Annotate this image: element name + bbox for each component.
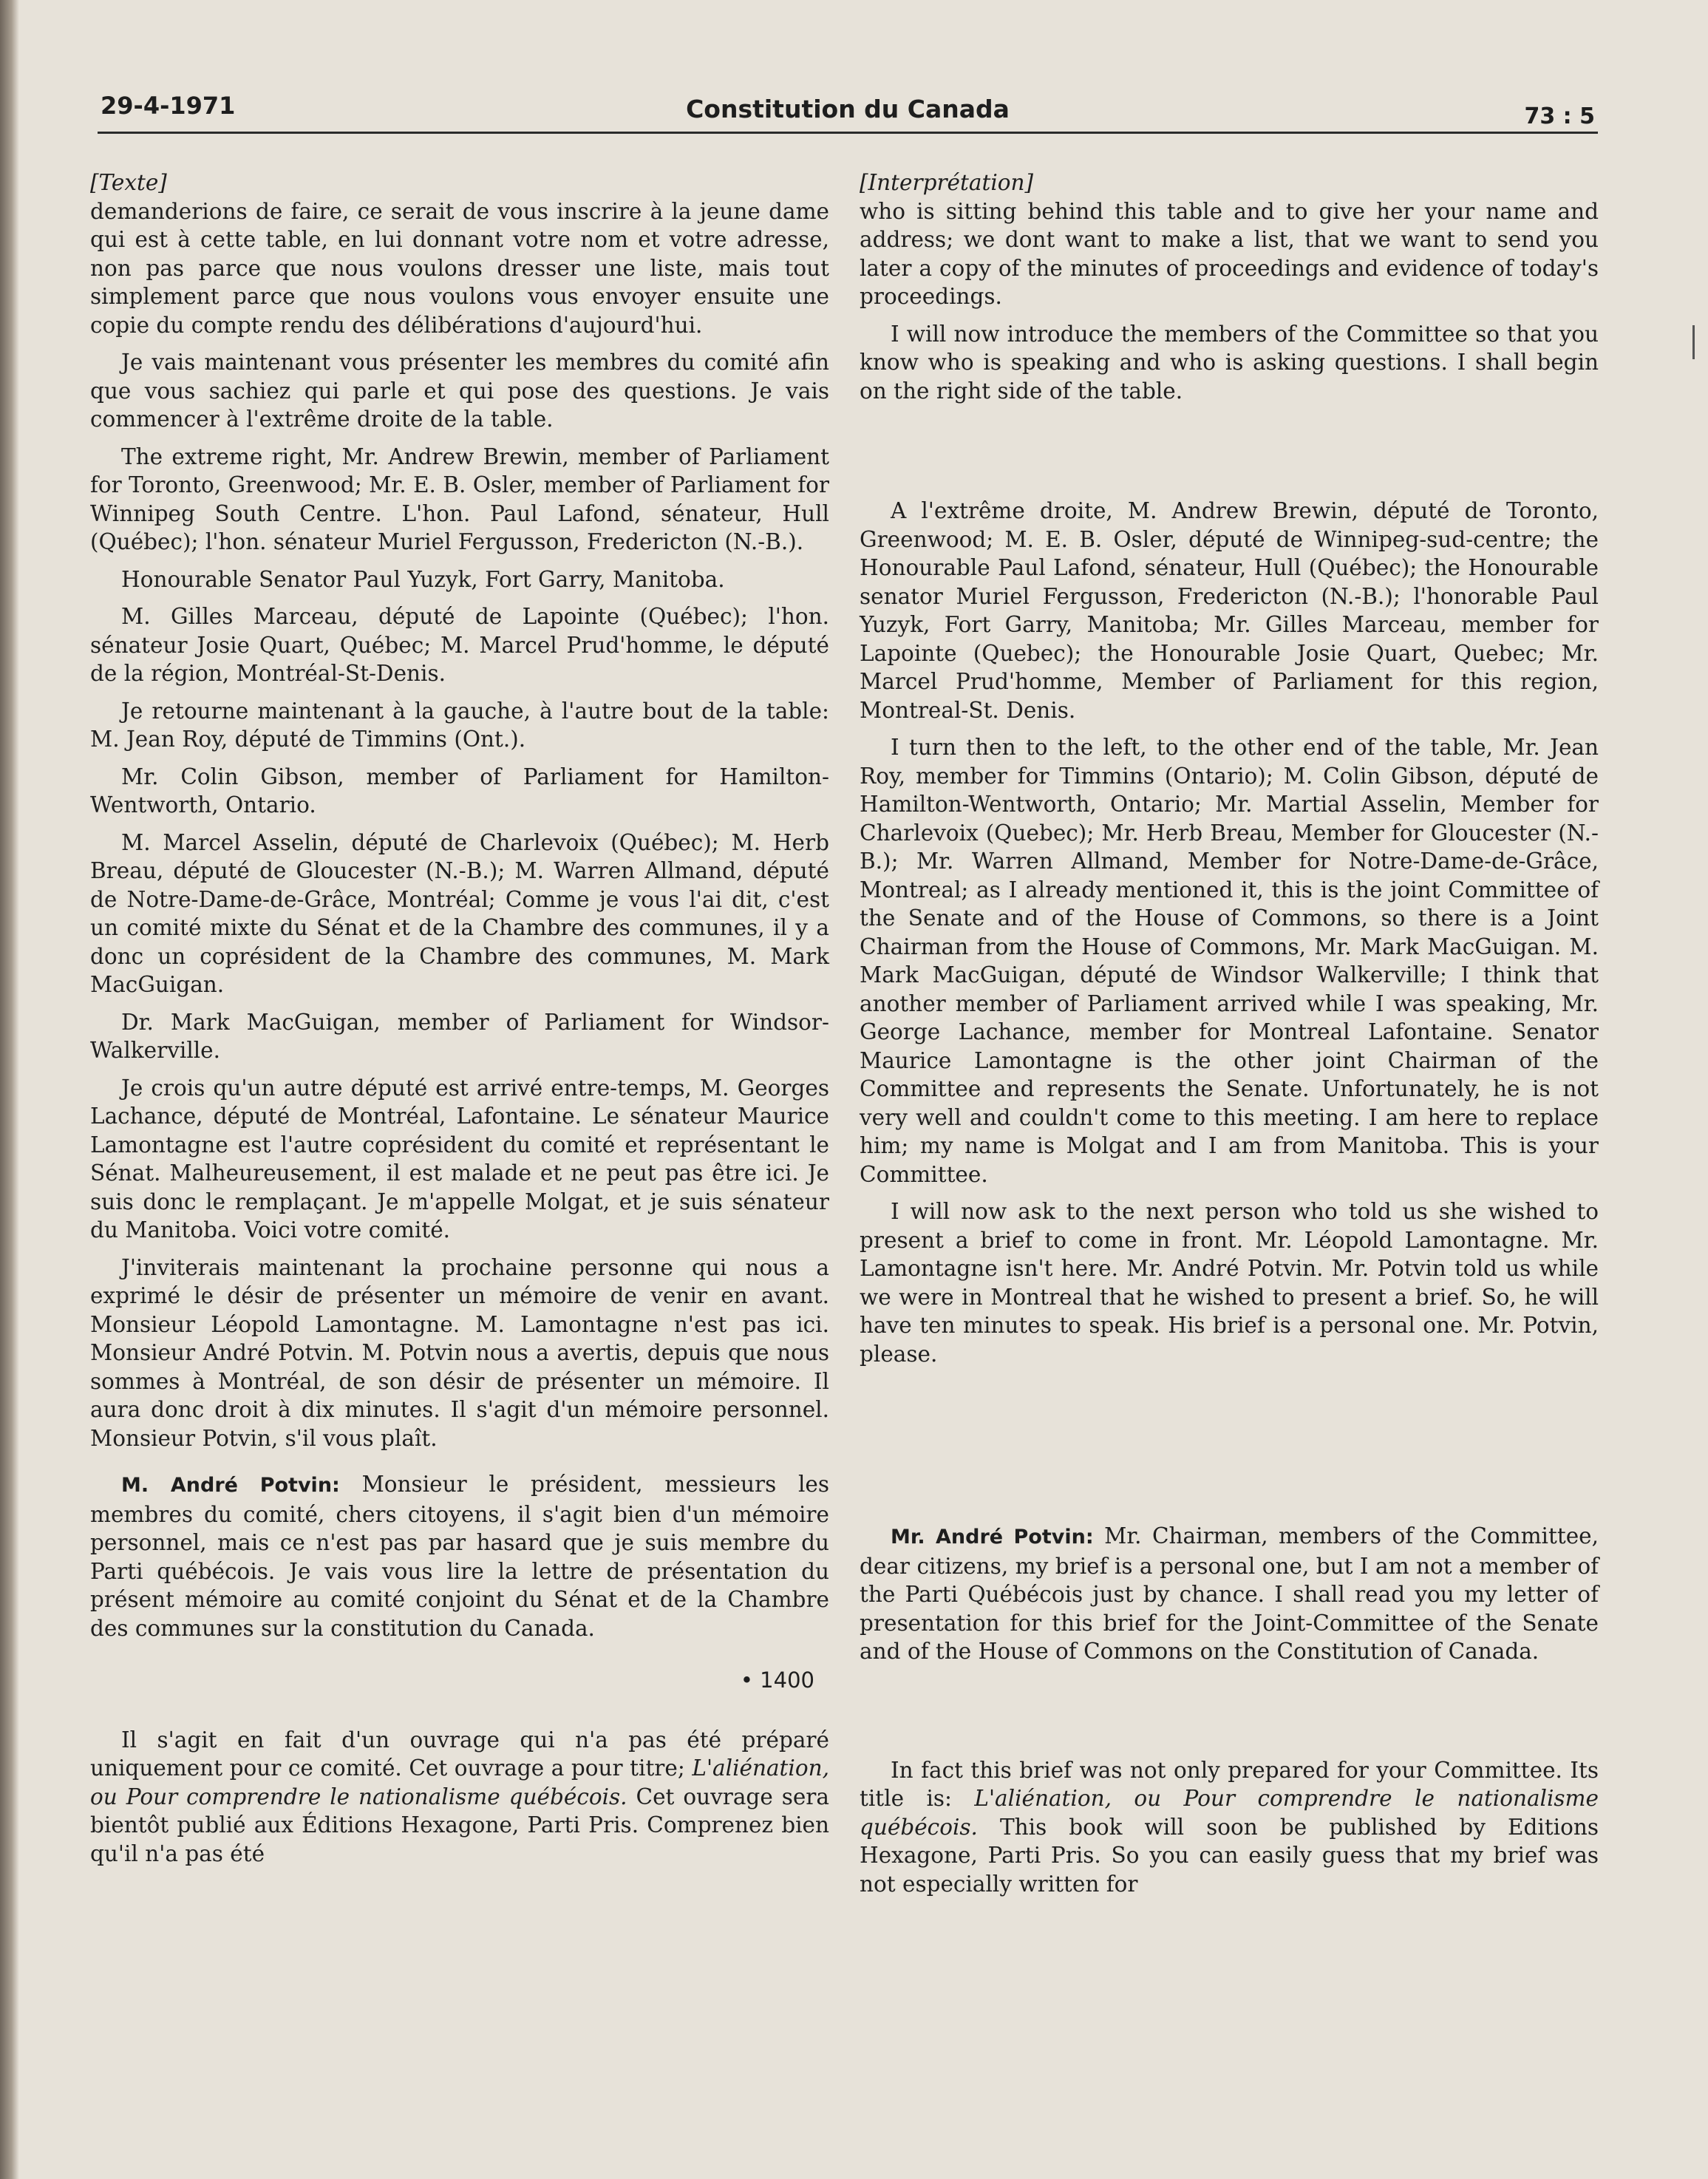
left-speaker-name: M. André Potvin: xyxy=(121,1474,340,1497)
left-paragraph: M. Gilles Marceau, député de Lapointe (Québec); l'hon. sénateur Josie Quart, Québec; M. Marcel Prud'homme, le député de la région, Montréal-St-Denis. xyxy=(90,604,829,686)
right-paragraph xyxy=(860,1756,1599,1899)
left-paragraph: M. Marcel Asselin, député de Charlevoix (Québec); M. Herb Breau, député de Gloucester (N.-B.); M. Warren Allmand, député de Notre-Dame-de-Grâce, Montréal; Comme je vous l'ai dit, c'est un comité mixte du Sénat et de la Chambre des communes, il y a donc un coprésident de la Chambre des communes, M. Mark MacGuigan. xyxy=(90,829,829,997)
left-text-run: Il s'agit en fait d'un ouvrage qui n'a pas été préparé uniquement pour ce comité. Cet ouvrage a pour titre; xyxy=(90,1727,829,1781)
right-speaker-name: Mr. André Potvin: xyxy=(891,1526,1094,1549)
left-paragraph: Je retourne maintenant à la gauche, à l'autre bout de la table: M. Jean Roy, député de Timmins (Ont.). xyxy=(90,698,829,752)
right-paragraph: I will now ask to the next person who told us she wished to present a brief to come in front. Mr. Léopold Lamontagne. Mr. Lamontagne isn't here. Mr. André Potvin. Mr. Potvin told us while we were in Montreal that he wished to present a brief. So, he will have ten minutes to speak. His brief is a personal one. Mr. Potvin, please. xyxy=(860,1199,1599,1367)
english-column xyxy=(860,169,1599,1907)
right-paragraph: A l'extrême droite, M. Andrew Brewin, député de Toronto, Greenwood; M. E. B. Osler, député de Winnipeg-sud-centre; the Honourable Paul Lafond, sénateur, Hull (Québec); the Honourable senator Muriel Fergusson, Fredericton (N.-B.); l'honorable Paul Yuzyk, Fort Garry, Manitoba; Mr. Gilles Marceau, member for Lapointe (Quebec); the Honourable Josie Quart, Quebec; Mr. Marcel Prud'homme, Member of Parliament for this region, Montreal-St. Denis. xyxy=(860,498,1599,723)
running-header xyxy=(98,87,1598,134)
right-text-run: This book will soon be published by Editions Hexagone, Parti Pris. So you can easily guess that my brief was not especially written for xyxy=(860,1814,1599,1897)
header-title: Constitution du Canada xyxy=(686,95,1010,123)
right-speaker-paragraph xyxy=(860,1522,1599,1666)
right-section-heading: [Interprétation] xyxy=(860,170,1034,195)
time-marker: • 1400 xyxy=(740,1668,814,1693)
left-speaker-paragraph xyxy=(90,1470,829,1642)
left-paragraph: Je crois qu'un autre député est arrivé entre-temps, M. Georges Lachance, député de Montréal, Lafontaine. Le sénateur Maurice Lamontagne est l'autre coprésident du comité et représentant le Sénat. Malheureusement, il est malade et ne peut pas être ici. Je suis donc le remplaçant. Je m'appelle Molgat, et je suis sénateur du Manitoba. Voici votre comité. xyxy=(90,1075,829,1243)
left-paragraph: Je vais maintenant vous présenter les membres du comité afin que vous sachiez qui parle et qui pose des questions. Je vais commencer à l'extrême droite de la table. xyxy=(90,350,829,432)
left-paragraph: The extreme right, Mr. Andrew Brewin, member of Parliament for Toronto, Greenwood; Mr. E. B. Osler, member of Parliament for Winnipeg South Centre. L'hon. Paul Lafond, sénateur, Hull (Québec); l'hon. sénateur Muriel Fergusson, Fredericton (N.-B.). xyxy=(90,443,829,554)
right-paragraph: who is sitting behind this table and to give her your name and address; we dont want to make a list, that we want to send you later a copy of the minutes of proceedings and evidence of today's proceedings. xyxy=(860,198,1599,309)
left-paragraph: Dr. Mark MacGuigan, member of Parliament for Windsor-Walkerville. xyxy=(90,1009,829,1063)
left-paragraph: demanderions de faire, ce serait de vous inscrire à la jeune dame qui est à cette table, en lui donnant votre nom et votre adresse, non pas parce que nous voulons dresser une liste, mais tout simplement parce que nous voulons vous envoyer ensuite une copie du compte rendu des délibérations d'aujourd'hui. xyxy=(90,198,829,338)
header-page-number: 73 : 5 xyxy=(1524,103,1595,129)
french-column xyxy=(90,169,829,1877)
right-paragraph: I will now introduce the members of the Committee so that you know who is speaking and who is asking questions. I shall begin on the right side of the table. xyxy=(860,321,1599,404)
margin-mark xyxy=(1692,325,1695,359)
page-binding-edge xyxy=(0,0,19,2179)
right-paragraph: I turn then to the left, to the other end of the table, Mr. Jean Roy, member for Timmins (Ontario); M. Colin Gibson, député de Hamilton-Wentworth, Ontario; Mr. Martial Asselin, Member for Charlevoix (Quebec); Mr. Herb Breau, Member for Gloucester (N.-B.); Mr. Warren Allmand, Member for Notre-Dame-de-Grâce, Montreal; as I already mentioned it, this is the joint Committee of the Senate and of the House of Commons, so there is a Joint Chairman from the House of Commons, Mr. Mark MacGuigan. M. Mark MacGuigan, député de Windsor Walkerville; I think that another member of Parliament arrived while I was speaking, Mr. George Lachance, member for Montreal Lafontaine. Senator Maurice Lamontagne is the other joint Chairman of the Committee and represents the Senate. Unfortunately, he is not very well and couldn't come to this meeting. I am here to replace him; my name is Molgat and I am from Manitoba. This is your Committee. xyxy=(860,735,1599,1187)
left-text-run: Cet ouvrage sera bientôt publié aux Éditions Hexagone, Parti Pris. Comprenez bien qu'il n'a pas été xyxy=(90,1784,829,1866)
left-section-heading: [Texte] xyxy=(90,170,167,195)
left-paragraph xyxy=(90,1726,829,1869)
left-book-title: L'aliénation, ou Pour comprendre le nationalisme québécois. xyxy=(90,1755,829,1809)
header-date: 29-4-1971 xyxy=(101,92,236,120)
left-paragraph: Honourable Senator Paul Yuzyk, Fort Garry, Manitoba. xyxy=(121,566,725,592)
right-speaker-text: Mr. Chairman, members of the Committee, dear citizens, my brief is a personal one, but I am not a member of the Parti Québécois just by chance. I shall read you my letter of presentation for this brief for the Joint-Committee of the Senate and of the House of Commons on the Constitution of Canada. xyxy=(860,1523,1599,1664)
right-text-run: In fact this brief was not only prepared for your Committee. Its title is: xyxy=(860,1757,1599,1811)
right-book-title: L'aliénation, ou Pour comprendre le nationalisme québécois. xyxy=(860,1786,1599,1840)
left-paragraph: Mr. Colin Gibson, member of Parliament for Hamilton-Wentworth, Ontario. xyxy=(90,764,829,817)
left-paragraph: J'inviterais maintenant la prochaine personne qui nous a exprimé le désir de présenter un mémoire de venir en avant. Monsieur Léopold Lamontagne. M. Lamontagne n'est pas ici. Monsieur André Potvin. M. Potvin nous a avertis, depuis que nous sommes à Montréal, de son désir de présenter un mémoire. Il aura donc droit à dix minutes. Il s'agit d'un mémoire personnel. Monsieur Potvin, s'il vous plaît. xyxy=(90,1254,829,1451)
left-speaker-text: Monsieur le président, messieurs les membres du comité, chers citoyens, il s'agit bien d'un mémoire personnel, mais ce n'est pas par hasard que je suis membre du Parti québécois. Je vais vous lire la lettre de présentation du présent mémoire au comité conjoint du Sénat et de la Chambre des communes sur la constitution du Canada. xyxy=(90,1472,829,1641)
